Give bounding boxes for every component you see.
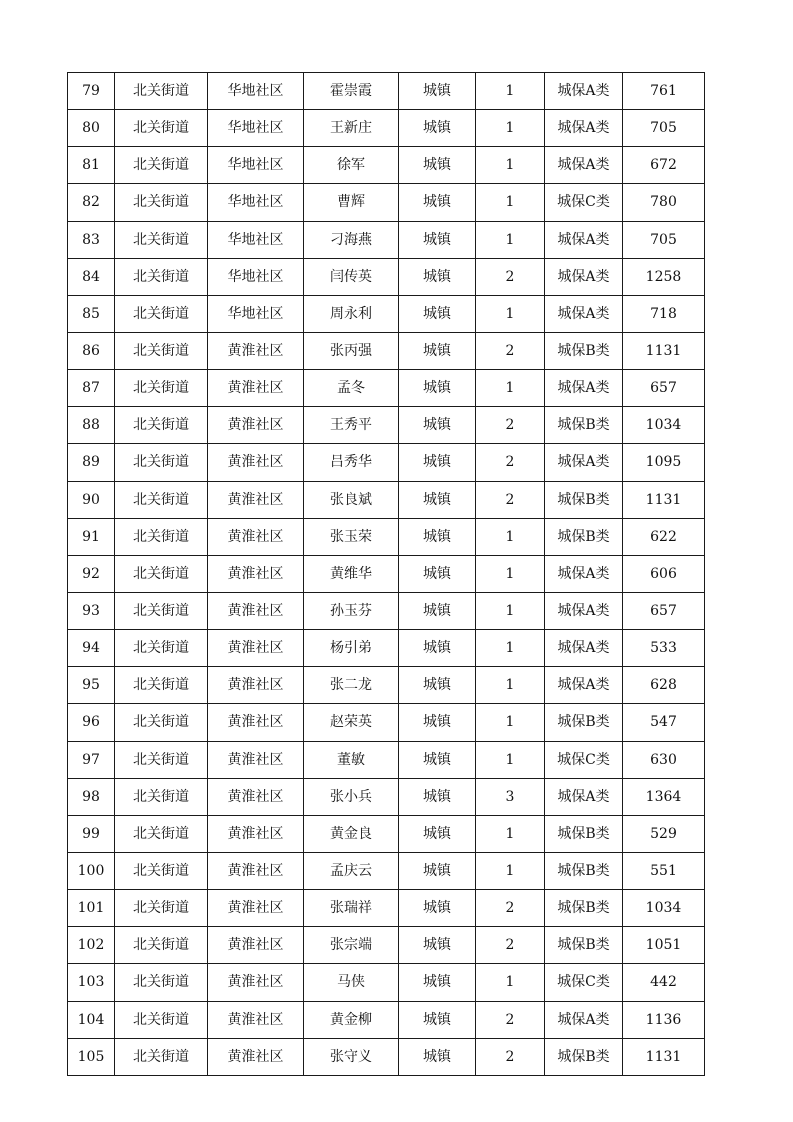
cell-residence-type: 城镇 [399, 110, 476, 147]
table-row [68, 592, 705, 629]
cell-subdistrict: 北关街道 [115, 1001, 208, 1038]
cell-community: 黄淮社区 [208, 332, 304, 369]
cell-residence-type: 城镇 [399, 667, 476, 704]
cell-serial-number: 93 [68, 592, 115, 629]
cell-household-size: 1 [476, 741, 545, 778]
cell-assistance-category: 城保A类 [545, 110, 623, 147]
cell-amount: 657 [623, 370, 705, 407]
cell-community: 黄淮社区 [208, 555, 304, 592]
cell-serial-number: 81 [68, 147, 115, 184]
cell-community: 黄淮社区 [208, 667, 304, 704]
cell-household-size: 1 [476, 704, 545, 741]
cell-subdistrict: 北关街道 [115, 518, 208, 555]
table-row [68, 815, 705, 852]
cell-amount: 718 [623, 295, 705, 332]
cell-residence-type: 城镇 [399, 73, 476, 110]
cell-household-size: 1 [476, 295, 545, 332]
cell-household-size: 2 [476, 927, 545, 964]
cell-name: 吕秀华 [304, 444, 399, 481]
table-row [68, 630, 705, 667]
cell-community: 黄淮社区 [208, 407, 304, 444]
cell-serial-number: 79 [68, 73, 115, 110]
cell-serial-number: 85 [68, 295, 115, 332]
cell-residence-type: 城镇 [399, 332, 476, 369]
cell-community: 黄淮社区 [208, 1001, 304, 1038]
cell-household-size: 2 [476, 258, 545, 295]
cell-name: 黄维华 [304, 555, 399, 592]
cell-amount: 1051 [623, 927, 705, 964]
cell-subdistrict: 北关街道 [115, 592, 208, 629]
cell-amount: 622 [623, 518, 705, 555]
table-row [68, 741, 705, 778]
cell-household-size: 2 [476, 332, 545, 369]
cell-name: 张丙强 [304, 332, 399, 369]
cell-serial-number: 84 [68, 258, 115, 295]
table-row [68, 444, 705, 481]
cell-community: 黄淮社区 [208, 518, 304, 555]
cell-serial-number: 80 [68, 110, 115, 147]
cell-name: 周永利 [304, 295, 399, 332]
cell-household-size: 1 [476, 815, 545, 852]
table-row [68, 704, 705, 741]
cell-serial-number: 103 [68, 964, 115, 1001]
cell-community: 黄淮社区 [208, 964, 304, 1001]
table-row [68, 518, 705, 555]
cell-amount: 551 [623, 852, 705, 889]
cell-household-size: 2 [476, 1001, 545, 1038]
table-row [68, 890, 705, 927]
table-row [68, 1001, 705, 1038]
cell-residence-type: 城镇 [399, 221, 476, 258]
cell-assistance-category: 城保B类 [545, 1038, 623, 1075]
cell-community: 黄淮社区 [208, 592, 304, 629]
table-row [68, 407, 705, 444]
cell-residence-type: 城镇 [399, 184, 476, 221]
table-row [68, 555, 705, 592]
cell-serial-number: 82 [68, 184, 115, 221]
cell-subdistrict: 北关街道 [115, 630, 208, 667]
cell-name: 张守义 [304, 1038, 399, 1075]
cell-household-size: 1 [476, 110, 545, 147]
cell-assistance-category: 城保A类 [545, 630, 623, 667]
table-row [68, 370, 705, 407]
cell-assistance-category: 城保B类 [545, 890, 623, 927]
cell-household-size: 1 [476, 667, 545, 704]
cell-assistance-category: 城保C类 [545, 184, 623, 221]
cell-residence-type: 城镇 [399, 964, 476, 1001]
cell-amount: 1131 [623, 1038, 705, 1075]
table-row [68, 1038, 705, 1075]
cell-amount: 628 [623, 667, 705, 704]
cell-name: 黄金良 [304, 815, 399, 852]
cell-assistance-category: 城保C类 [545, 964, 623, 1001]
cell-name: 董敏 [304, 741, 399, 778]
cell-assistance-category: 城保B类 [545, 332, 623, 369]
cell-residence-type: 城镇 [399, 815, 476, 852]
cell-residence-type: 城镇 [399, 741, 476, 778]
cell-community: 黄淮社区 [208, 927, 304, 964]
cell-community: 华地社区 [208, 184, 304, 221]
cell-subdistrict: 北关街道 [115, 815, 208, 852]
cell-assistance-category: 城保A类 [545, 370, 623, 407]
cell-residence-type: 城镇 [399, 927, 476, 964]
cell-residence-type: 城镇 [399, 778, 476, 815]
cell-serial-number: 83 [68, 221, 115, 258]
cell-assistance-category: 城保A类 [545, 592, 623, 629]
table-row [68, 778, 705, 815]
cell-name: 徐军 [304, 147, 399, 184]
cell-household-size: 2 [476, 890, 545, 927]
cell-household-size: 1 [476, 370, 545, 407]
cell-amount: 630 [623, 741, 705, 778]
table-row [68, 964, 705, 1001]
cell-subdistrict: 北关街道 [115, 147, 208, 184]
cell-name: 王秀平 [304, 407, 399, 444]
roster-table-body [68, 73, 705, 1076]
cell-name: 刁海燕 [304, 221, 399, 258]
table-row [68, 927, 705, 964]
cell-household-size: 1 [476, 592, 545, 629]
cell-community: 华地社区 [208, 110, 304, 147]
cell-subdistrict: 北关街道 [115, 295, 208, 332]
cell-serial-number: 96 [68, 704, 115, 741]
cell-amount: 657 [623, 592, 705, 629]
cell-amount: 547 [623, 704, 705, 741]
cell-name: 张玉荣 [304, 518, 399, 555]
cell-serial-number: 101 [68, 890, 115, 927]
cell-name: 张良斌 [304, 481, 399, 518]
cell-serial-number: 100 [68, 852, 115, 889]
cell-serial-number: 105 [68, 1038, 115, 1075]
cell-residence-type: 城镇 [399, 704, 476, 741]
cell-amount: 533 [623, 630, 705, 667]
cell-residence-type: 城镇 [399, 555, 476, 592]
cell-serial-number: 89 [68, 444, 115, 481]
cell-assistance-category: 城保A类 [545, 73, 623, 110]
table-row [68, 73, 705, 110]
cell-name: 王新庄 [304, 110, 399, 147]
cell-serial-number: 94 [68, 630, 115, 667]
table-row [68, 332, 705, 369]
cell-subdistrict: 北关街道 [115, 407, 208, 444]
cell-residence-type: 城镇 [399, 630, 476, 667]
cell-serial-number: 99 [68, 815, 115, 852]
cell-name: 孟冬 [304, 370, 399, 407]
cell-serial-number: 97 [68, 741, 115, 778]
roster-table [67, 72, 705, 1076]
cell-amount: 761 [623, 73, 705, 110]
cell-serial-number: 95 [68, 667, 115, 704]
cell-amount: 780 [623, 184, 705, 221]
cell-assistance-category: 城保B类 [545, 927, 623, 964]
table-row [68, 667, 705, 704]
cell-serial-number: 91 [68, 518, 115, 555]
cell-community: 黄淮社区 [208, 778, 304, 815]
cell-subdistrict: 北关街道 [115, 444, 208, 481]
cell-community: 黄淮社区 [208, 444, 304, 481]
cell-amount: 1034 [623, 407, 705, 444]
cell-amount: 1131 [623, 332, 705, 369]
cell-name: 赵荣英 [304, 704, 399, 741]
cell-community: 华地社区 [208, 295, 304, 332]
cell-subdistrict: 北关街道 [115, 704, 208, 741]
cell-amount: 1364 [623, 778, 705, 815]
cell-residence-type: 城镇 [399, 592, 476, 629]
cell-subdistrict: 北关街道 [115, 852, 208, 889]
cell-subdistrict: 北关街道 [115, 927, 208, 964]
cell-amount: 1095 [623, 444, 705, 481]
cell-name: 张宗端 [304, 927, 399, 964]
cell-amount: 705 [623, 110, 705, 147]
cell-assistance-category: 城保B类 [545, 518, 623, 555]
cell-assistance-category: 城保B类 [545, 704, 623, 741]
cell-residence-type: 城镇 [399, 147, 476, 184]
cell-community: 华地社区 [208, 258, 304, 295]
cell-amount: 1034 [623, 890, 705, 927]
cell-community: 黄淮社区 [208, 890, 304, 927]
cell-subdistrict: 北关街道 [115, 332, 208, 369]
cell-serial-number: 88 [68, 407, 115, 444]
cell-household-size: 1 [476, 852, 545, 889]
cell-residence-type: 城镇 [399, 1038, 476, 1075]
cell-name: 孟庆云 [304, 852, 399, 889]
cell-serial-number: 98 [68, 778, 115, 815]
cell-amount: 1136 [623, 1001, 705, 1038]
cell-name: 张二龙 [304, 667, 399, 704]
cell-serial-number: 86 [68, 332, 115, 369]
cell-subdistrict: 北关街道 [115, 964, 208, 1001]
cell-amount: 1131 [623, 481, 705, 518]
cell-residence-type: 城镇 [399, 258, 476, 295]
cell-subdistrict: 北关街道 [115, 778, 208, 815]
cell-name: 马侠 [304, 964, 399, 1001]
cell-residence-type: 城镇 [399, 852, 476, 889]
cell-residence-type: 城镇 [399, 407, 476, 444]
cell-community: 黄淮社区 [208, 630, 304, 667]
cell-subdistrict: 北关街道 [115, 221, 208, 258]
cell-assistance-category: 城保A类 [545, 778, 623, 815]
cell-amount: 529 [623, 815, 705, 852]
cell-household-size: 1 [476, 184, 545, 221]
cell-name: 霍崇霞 [304, 73, 399, 110]
cell-household-size: 1 [476, 221, 545, 258]
cell-community: 黄淮社区 [208, 852, 304, 889]
cell-household-size: 1 [476, 964, 545, 1001]
cell-name: 杨引弟 [304, 630, 399, 667]
cell-subdistrict: 北关街道 [115, 555, 208, 592]
cell-household-size: 2 [476, 1038, 545, 1075]
cell-amount: 705 [623, 221, 705, 258]
cell-residence-type: 城镇 [399, 444, 476, 481]
cell-assistance-category: 城保B类 [545, 815, 623, 852]
cell-household-size: 1 [476, 630, 545, 667]
cell-household-size: 1 [476, 73, 545, 110]
cell-household-size: 1 [476, 555, 545, 592]
cell-serial-number: 104 [68, 1001, 115, 1038]
cell-household-size: 2 [476, 481, 545, 518]
cell-subdistrict: 北关街道 [115, 110, 208, 147]
cell-residence-type: 城镇 [399, 1001, 476, 1038]
table-row [68, 184, 705, 221]
cell-amount: 606 [623, 555, 705, 592]
table-row [68, 110, 705, 147]
cell-household-size: 2 [476, 444, 545, 481]
cell-amount: 442 [623, 964, 705, 1001]
cell-assistance-category: 城保C类 [545, 741, 623, 778]
cell-residence-type: 城镇 [399, 370, 476, 407]
cell-name: 黄金柳 [304, 1001, 399, 1038]
cell-community: 黄淮社区 [208, 741, 304, 778]
cell-serial-number: 90 [68, 481, 115, 518]
cell-amount: 672 [623, 147, 705, 184]
cell-community: 华地社区 [208, 147, 304, 184]
cell-community: 黄淮社区 [208, 815, 304, 852]
cell-household-size: 2 [476, 407, 545, 444]
cell-community: 黄淮社区 [208, 1038, 304, 1075]
cell-assistance-category: 城保A类 [545, 258, 623, 295]
cell-community: 华地社区 [208, 73, 304, 110]
cell-assistance-category: 城保A类 [545, 444, 623, 481]
cell-serial-number: 102 [68, 927, 115, 964]
cell-household-size: 1 [476, 518, 545, 555]
cell-assistance-category: 城保A类 [545, 221, 623, 258]
cell-subdistrict: 北关街道 [115, 184, 208, 221]
table-row [68, 852, 705, 889]
cell-assistance-category: 城保A类 [545, 555, 623, 592]
cell-assistance-category: 城保A类 [545, 147, 623, 184]
cell-subdistrict: 北关街道 [115, 73, 208, 110]
cell-assistance-category: 城保A类 [545, 1001, 623, 1038]
cell-residence-type: 城镇 [399, 481, 476, 518]
cell-community: 黄淮社区 [208, 704, 304, 741]
cell-assistance-category: 城保B类 [545, 852, 623, 889]
cell-subdistrict: 北关街道 [115, 1038, 208, 1075]
cell-subdistrict: 北关街道 [115, 667, 208, 704]
cell-subdistrict: 北关街道 [115, 890, 208, 927]
cell-residence-type: 城镇 [399, 890, 476, 927]
cell-subdistrict: 北关街道 [115, 258, 208, 295]
cell-amount: 1258 [623, 258, 705, 295]
cell-name: 闫传英 [304, 258, 399, 295]
cell-household-size: 1 [476, 147, 545, 184]
cell-household-size: 3 [476, 778, 545, 815]
table-row [68, 258, 705, 295]
cell-assistance-category: 城保A类 [545, 667, 623, 704]
cell-subdistrict: 北关街道 [115, 741, 208, 778]
cell-serial-number: 87 [68, 370, 115, 407]
cell-assistance-category: 城保B类 [545, 407, 623, 444]
cell-assistance-category: 城保A类 [545, 295, 623, 332]
cell-residence-type: 城镇 [399, 518, 476, 555]
cell-assistance-category: 城保B类 [545, 481, 623, 518]
table-row [68, 147, 705, 184]
cell-community: 华地社区 [208, 221, 304, 258]
cell-residence-type: 城镇 [399, 295, 476, 332]
cell-name: 张瑞祥 [304, 890, 399, 927]
table-row [68, 295, 705, 332]
cell-serial-number: 92 [68, 555, 115, 592]
cell-subdistrict: 北关街道 [115, 481, 208, 518]
cell-name: 曹辉 [304, 184, 399, 221]
table-row [68, 221, 705, 258]
cell-name: 张小兵 [304, 778, 399, 815]
cell-name: 孙玉芬 [304, 592, 399, 629]
cell-community: 黄淮社区 [208, 370, 304, 407]
cell-subdistrict: 北关街道 [115, 370, 208, 407]
cell-community: 黄淮社区 [208, 481, 304, 518]
table-row [68, 481, 705, 518]
